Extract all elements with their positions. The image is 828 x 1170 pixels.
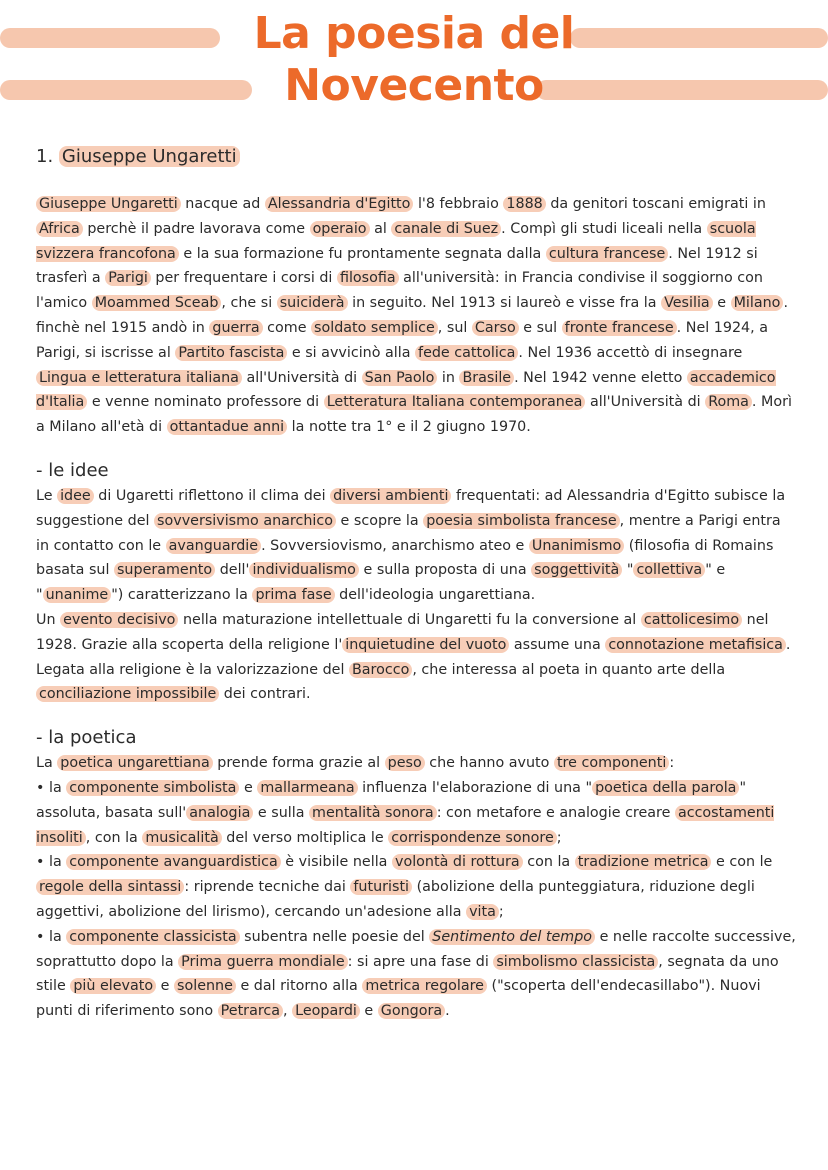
highlighted-term: Brasile (459, 370, 514, 386)
highlighted-term: guerra (209, 320, 262, 336)
text-run: e dal ritorno alla (235, 978, 363, 995)
text-run: all'Università di (585, 394, 706, 411)
highlighted-term: Barocco (349, 662, 412, 678)
highlighted-term: canale di Suez (391, 221, 501, 237)
text-run: . Sovversiovismo, anarchismo ateo e (261, 537, 529, 554)
highlighted-term: conciliazione impossibile (36, 686, 219, 702)
page-title-line-1: La poesia del (253, 8, 575, 59)
text-run: l'8 febbraio (413, 196, 504, 212)
highlighted-term: musicalità (142, 830, 221, 846)
highlighted-term: poesia simbolista francese (423, 513, 619, 529)
text-run: e (156, 978, 175, 995)
highlighted-term: Leopardi (292, 1003, 360, 1019)
highlighted-term: componente classicista (66, 929, 239, 945)
highlighted-term: regole della sintassi (36, 879, 184, 895)
text-run: e nelle raccolte successive, soprattutto dopo la (36, 928, 796, 970)
highlighted-term: soggettività (531, 562, 622, 578)
text-run: ("scoperta dell'endecasillabo"). Nuovi punti di riferimento sono (36, 978, 761, 1020)
section-number: 1. (36, 146, 59, 167)
text-run: è visibile nella (280, 854, 392, 871)
highlighted-term: solenne (174, 978, 236, 994)
text-run: ; (498, 903, 504, 920)
ideas-paragraph-1 (36, 484, 796, 608)
text-run: e la sua formazione fu prontamente segnata dalla (178, 245, 546, 262)
text-run: ") caratterizzano la (111, 587, 253, 604)
page-title-line-2: Novecento (284, 60, 544, 111)
highlighted-term: Alessandria d'Egitto (265, 196, 414, 212)
highlighted-term: poetica della parola (592, 780, 739, 796)
text-run: nel 1928. Grazie alla scoperta della religione l' (36, 611, 769, 653)
highlighted-term: superamento (114, 562, 215, 578)
highlighted-term: componente avanguardistica (66, 854, 281, 870)
text-run: di Ugaretti riflettono il clima dei (93, 487, 331, 504)
text-run: al (369, 220, 392, 237)
text-run: influenza l'elaborazione di una " (357, 779, 593, 796)
text-run: e sulla proposta di una (358, 562, 532, 579)
highlighted-term: diversi ambienti (330, 488, 451, 504)
highlighted-term: avanguardie (166, 538, 261, 554)
text-run: . (445, 1003, 450, 1020)
highlighted-term: San Paolo (362, 370, 438, 386)
highlighted-term: peso (385, 755, 425, 771)
highlighted-term: analogia (186, 805, 253, 821)
highlighted-term: idee (57, 488, 94, 504)
highlighted-term: metrica regolare (362, 978, 487, 994)
text-run: , sul (437, 319, 472, 336)
text-run: . Nel 1924, a Parigi, si iscrisse al (36, 319, 768, 361)
highlighted-term: tre componenti (554, 755, 669, 771)
highlighted-term: mallarmeana (257, 780, 357, 796)
text-run: • la (36, 854, 67, 871)
text-run: e con le (711, 854, 773, 871)
text-run: all'Università di (241, 369, 362, 386)
text-run: e si avvicinò alla (287, 344, 416, 361)
text-run: che hanno avuto (424, 755, 554, 772)
text-run: ; (556, 829, 562, 846)
text-run: La (36, 755, 58, 772)
text-run: e venne nominato professore di (87, 394, 324, 411)
poetics-intro (36, 751, 796, 776)
highlighted-term: connotazione metafisica (605, 637, 786, 653)
text-run: e (359, 1003, 378, 1020)
highlighted-term: Giuseppe Ungaretti (36, 196, 181, 212)
highlighted-term: simbolismo classicista (493, 954, 658, 970)
section-heading-ideas: - le idee (36, 459, 109, 481)
text-run: (filosofia di Romains basata sul (36, 537, 774, 579)
highlighted-term: Vesilia (661, 295, 713, 311)
highlighted-term: Parigi (105, 270, 151, 286)
highlighted-term: Milano (731, 295, 784, 311)
text-run: nella maturazione intellettuale di Ungaretti fu la conversione al (178, 611, 641, 628)
text-run: , segnata da uno stile (36, 953, 779, 995)
text-run: dell'ideologia ungarettiana. (334, 587, 536, 604)
section-heading-ungaretti (36, 144, 796, 170)
highlighted-term: cattolicesimo (641, 612, 742, 628)
text-run: Le (36, 487, 58, 504)
document-body (36, 144, 796, 1024)
highlighted-term: mentalità sonora (309, 805, 437, 821)
highlighted-term: inquietudine del vuoto (342, 637, 509, 653)
text-run: . Nel 1912 si trasferì a (36, 245, 758, 287)
highlighted-term: Moammed Sceab (92, 295, 222, 311)
text-run: " assoluta, basata sull' (36, 779, 747, 821)
highlighted-term: Africa (36, 221, 83, 237)
text-run: Un (36, 611, 61, 628)
text-run: e (239, 779, 258, 796)
text-run: con la (522, 854, 575, 871)
highlighted-term: prima fase (252, 587, 334, 603)
text-run: . Nel 1942 venne eletto (514, 369, 687, 386)
highlighted-term: ottantadue anni (167, 419, 287, 435)
highlighted-term: corrispondenze sonore (388, 830, 557, 846)
text-run: : con metafore e analogie creare (436, 804, 675, 821)
text-run: e sulla (253, 804, 310, 821)
highlighted-term: Unanimismo (529, 538, 624, 554)
text-run: " e " (36, 562, 726, 604)
text-run: : si apre una fase di (347, 953, 494, 970)
text-run: • la (36, 779, 67, 796)
highlighted-term: accostamenti insoliti (36, 804, 775, 846)
section-heading-text: Giuseppe Ungaretti (59, 146, 240, 167)
text-run: del verso moltiplica le (221, 829, 389, 846)
highlighted-term: volontà di rottura (392, 854, 523, 870)
highlighted-term: Petrarca (218, 1003, 283, 1019)
highlighted-term: Roma (705, 394, 752, 410)
text-run: , mentre a Parigi entra in contatto con le (36, 512, 781, 554)
text-run: (abolizione della punteggiatura, riduzione degli aggettivi, abolizione del lirismo), cercando un'adesione alla (36, 879, 755, 920)
text-run: subentra nelle poesie del (239, 928, 430, 945)
text-run: : (669, 755, 675, 772)
poetics-bullet-avantgarde (36, 850, 796, 924)
highlighted-term: futuristi (350, 879, 412, 895)
highlighted-term: Gongora (378, 1003, 445, 1019)
highlighted-term: individualismo (249, 562, 358, 578)
poetics-bullet-symbolist (36, 776, 796, 850)
text-run: prende forma grazie al (212, 755, 385, 772)
highlighted-title: Sentimento del tempo (429, 929, 595, 945)
highlighted-term: più elevato (70, 978, 156, 994)
highlighted-term: Partito fascista (175, 345, 287, 361)
highlighted-term: operaio (310, 221, 370, 237)
text-run: . Compì gli studi liceali nella (501, 220, 707, 237)
highlighted-term: 1888 (503, 196, 545, 212)
text-run: " (622, 562, 634, 579)
text-run: . Nel 1936 accettò di insegnare (518, 344, 743, 361)
text-run: come (262, 319, 312, 336)
highlighted-term: fronte francese (562, 320, 677, 336)
highlighted-term: sovversivismo anarchico (154, 513, 336, 529)
highlighted-term: accademico d'Italia (36, 369, 776, 411)
text-run: per frequentare i corsi di (150, 270, 337, 287)
text-run: all'università: in Francia condivise il soggiorno con l'amico (36, 270, 763, 312)
highlighted-term: suiciderà (277, 295, 348, 311)
text-run: dell' (215, 562, 250, 579)
text-run: . Morì a Milano all'età di (36, 394, 792, 436)
text-run: in (437, 369, 460, 386)
ideas-paragraph-2 (36, 608, 796, 707)
text-run: e scopre la (336, 512, 424, 529)
text-run: , con la (85, 829, 143, 846)
section-heading-poetics: - la poetica (36, 727, 137, 749)
text-run: e sul (518, 319, 562, 336)
highlighted-term: cultura francese (546, 246, 668, 262)
text-run: perchè il padre lavorava come (82, 220, 310, 237)
text-run: : riprende tecniche dai (184, 879, 351, 896)
text-run: • la (36, 928, 67, 945)
text-run: la notte tra 1° e il 2 giugno 1970. (287, 419, 531, 436)
highlighted-term: filosofia (337, 270, 399, 286)
highlighted-term: Lingua e letteratura italiana (36, 370, 242, 386)
text-run: da genitori toscani emigrati in (545, 196, 766, 212)
highlighted-term: evento decisivo (60, 612, 178, 628)
highlighted-term: Carso (472, 320, 519, 336)
text-run: , che si (221, 295, 277, 312)
highlighted-term: Letteratura Italiana contemporanea (324, 394, 586, 410)
text-run: e (712, 295, 731, 312)
title-row-2 (0, 60, 828, 116)
highlighted-term: soldato semplice (311, 320, 438, 336)
highlighted-term: fede cattolica (415, 345, 518, 361)
text-run: frequentati: ad Alessandria d'Egitto subisce la suggestione del (36, 487, 786, 529)
poetics-bullet-classicist (36, 925, 796, 1024)
highlighted-term: poetica ungarettiana (57, 755, 212, 771)
highlighted-term: unanime (43, 587, 112, 603)
text-run: in seguito. Nel 1913 si laureò e visse fra la (347, 295, 662, 312)
highlighted-term: vita (466, 904, 499, 920)
text-run: assume una (509, 636, 606, 653)
title-row-1 (0, 8, 828, 64)
highlighted-term: tradizione metrica (575, 854, 712, 870)
text-run: . Legata alla religione è la valorizzazione del (36, 636, 791, 678)
text-run: , che interessa al poeta in quanto arte della (412, 661, 726, 678)
highlighted-term: scuola svizzera francofona (36, 220, 756, 262)
text-run: dei contrari. (219, 686, 311, 703)
highlighted-term: componente simbolista (66, 780, 239, 796)
biography-paragraph (36, 192, 796, 440)
highlighted-term: Prima guerra mondiale (178, 954, 348, 970)
text-run: . finchè nel 1915 andò in (36, 295, 788, 336)
text-run: nacque ad (180, 196, 265, 212)
text-run: , (283, 1003, 293, 1020)
highlighted-term: collettiva (633, 562, 705, 578)
